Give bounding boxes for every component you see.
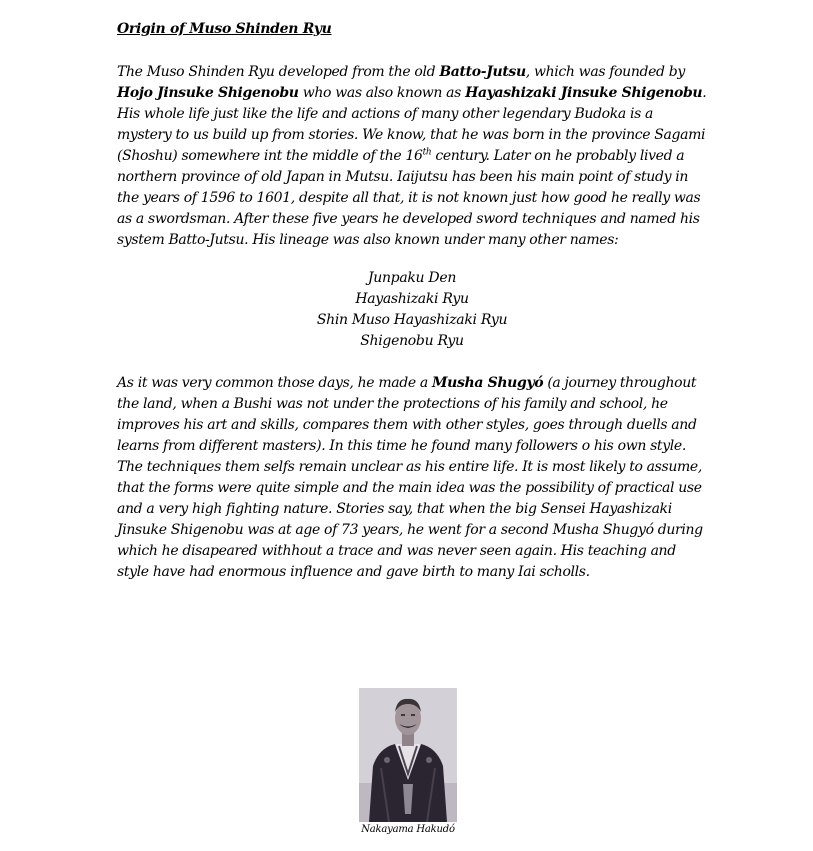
- p1-bold-batto-jutsu: Batto-Jutsu: [439, 64, 526, 80]
- portrait-illustration: [359, 688, 457, 822]
- lineage-name: Shigenobu Ryu: [360, 333, 464, 349]
- p1-superscript: th: [422, 147, 432, 158]
- p1-text-1: The Muso Shinden Ryu developed from the old: [117, 64, 440, 80]
- lineage-name: Junpaku Den: [367, 270, 457, 286]
- p2-bold-musha-shugyo: Musha Shugyó: [432, 375, 544, 391]
- page-title: Origin of Muso Shinden Ryu: [117, 21, 332, 37]
- p2-text-2: (a journey throughout the land, when a Bushi was not under the protections of his family and school, he improves his art and skills, compares them with other styles, goes through duells and learns from different masters). In this time he found many followers o his own style. The techniques them selfs remain unclear as his entire life. It is most likely to assume, that the forms were quite simple and the main idea was the possibility of practical use and a very high fighting nature. Stories say, that when the big Sensei Hayashizaki Jinsuke Shigenobu was at age of 73 years, he went for a second Musha Shugyó during which he disapeared withhout a trace and was never seen again. His teaching and style have had enormous influence and gave birth to many Iai scholls.: [117, 375, 703, 580]
- photo-caption: Nakayama Hakudó: [361, 824, 455, 835]
- lineage-names-list: [117, 268, 707, 352]
- p1-text-4: . His whole life just like the life and actions of many other legendary Budoka is a mystery to us build up from stories. We know, that he was born in the province Sagami (Shoshu) somewhere int the middle of the 16: [117, 85, 707, 164]
- p1-text-3: who was also known as: [298, 85, 466, 101]
- lineage-name: Shin Muso Hayashizaki Ryu: [316, 312, 508, 328]
- p1-text-2: , which was founded by: [525, 64, 685, 80]
- musha-shugyo-paragraph: [117, 373, 707, 583]
- lineage-name: Hayashizaki Ryu: [355, 291, 469, 307]
- p1-text-5: century. Later on he probably lived a northern province of old Japan in Mutsu. Iaijutsu has been his main point of study in the years of 1596 to 1601, despite all that, it is not known just how good he really was as a swordsman. After these five years he developed sword techniques and named his system Batto-Jutsu. His lineage was also known under many other names:: [117, 148, 701, 248]
- portrait-photo: [359, 688, 457, 822]
- p2-text-1: As it was very common those days, he made a: [117, 375, 432, 391]
- p1-bold-hojo: Hojo Jinsuke Shigenobu: [117, 85, 299, 101]
- origin-paragraph: [117, 62, 707, 251]
- p1-bold-hayashizaki: Hayashizaki Jinsuke Shigenobu: [465, 85, 703, 101]
